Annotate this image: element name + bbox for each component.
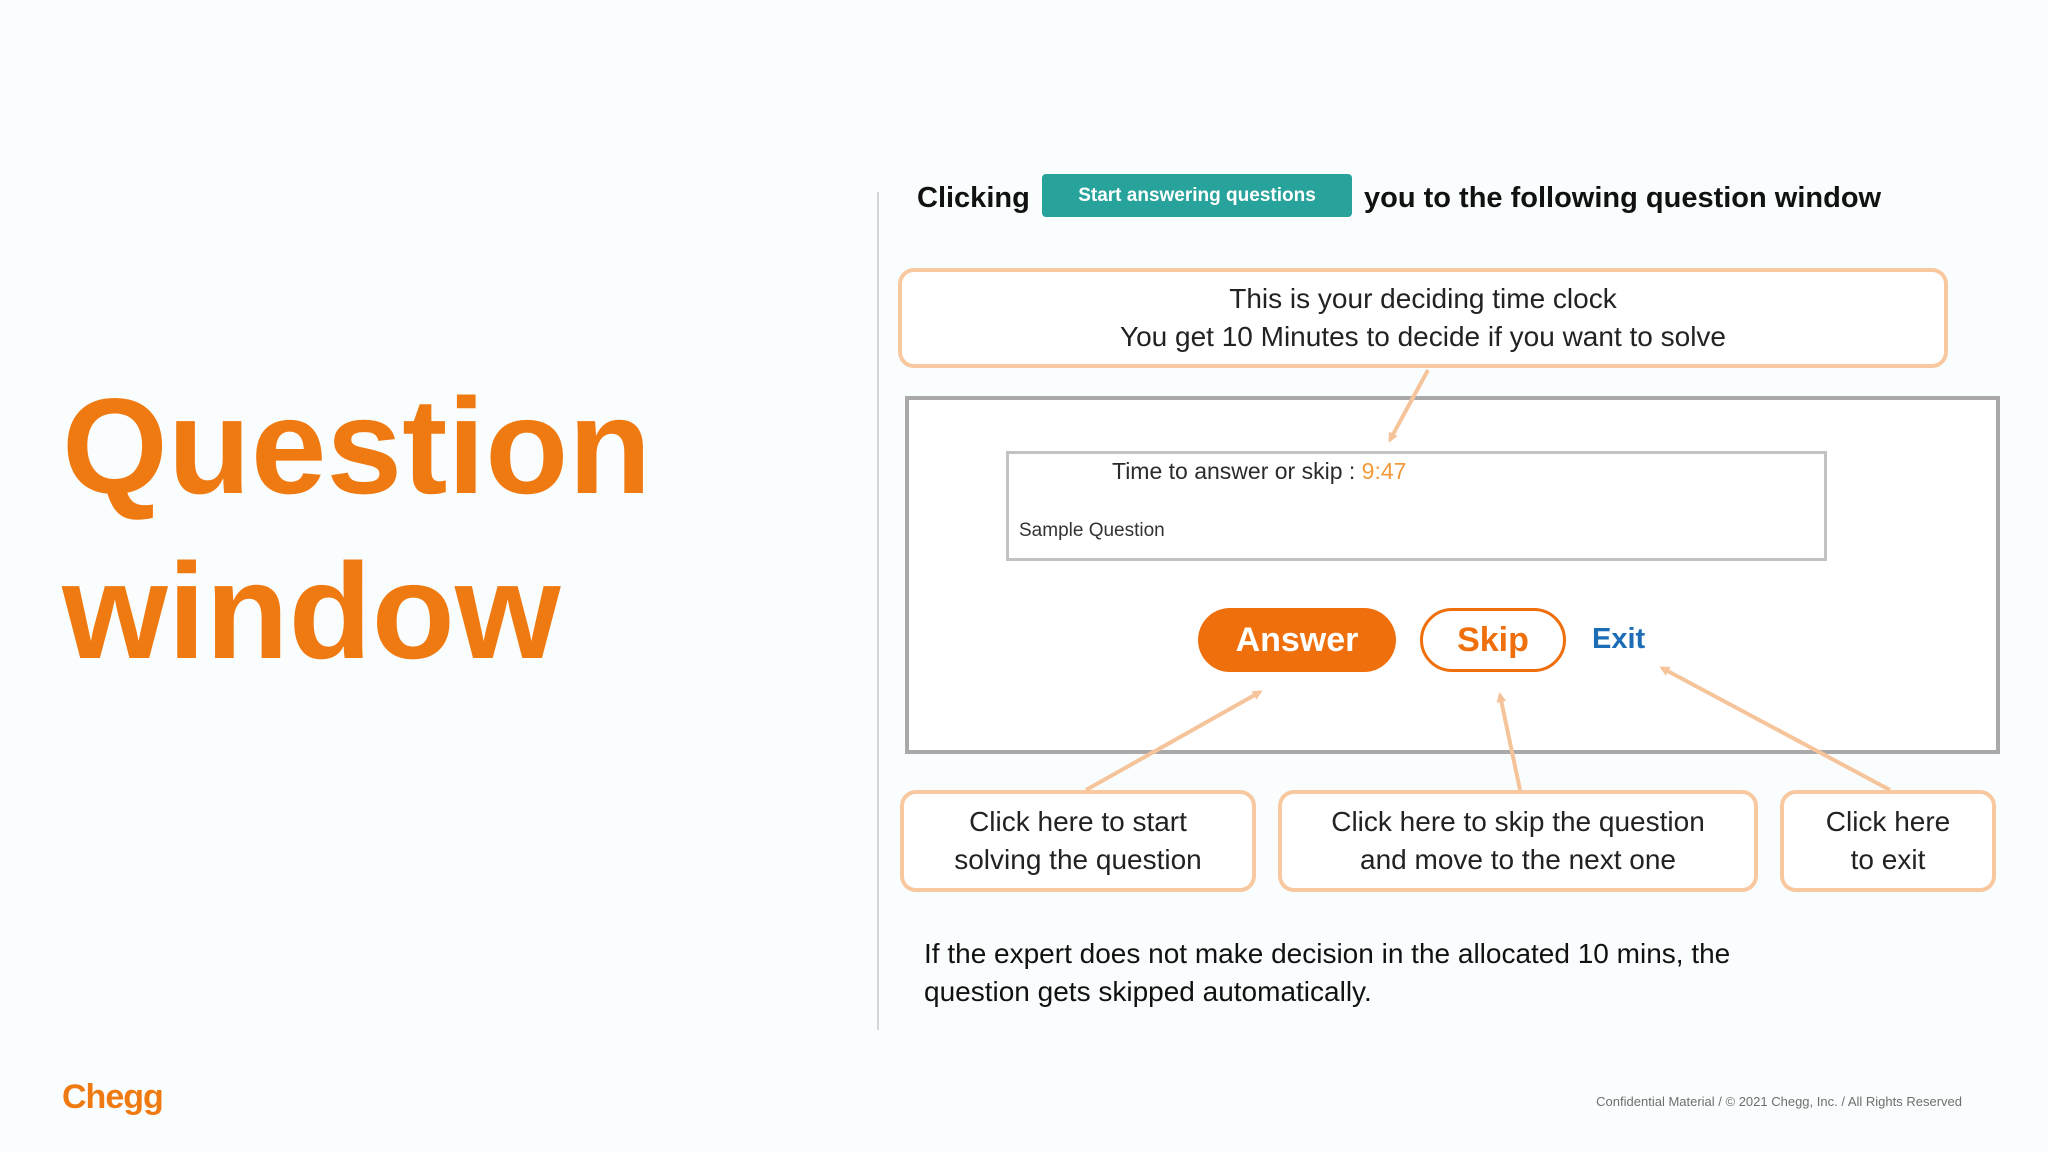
skip-callout-line-2: and move to the next one [1360, 844, 1676, 875]
exit-callout-line-1: Click here [1825, 806, 1951, 837]
auto-skip-note: If the expert does not make decision in the allocated 10 mins, the question gets skipped automatically. [924, 938, 1731, 1007]
exit-callout [1780, 790, 1996, 892]
skip-callout [1278, 790, 1758, 892]
exit-link[interactable]: Exit [1592, 623, 1646, 655]
exit-callout-line-2: to exit [1850, 844, 1926, 875]
timer [1112, 456, 1406, 486]
skip-callout-line-1: Click here to skip the question [1331, 806, 1705, 837]
clock-callout [898, 268, 1948, 368]
chegg-logo: Chegg [62, 1078, 163, 1116]
start-answering-button[interactable]: Start answering questions [1042, 174, 1352, 217]
timer-label: Time to answer or skip : [1112, 458, 1362, 484]
answer-button[interactable]: Answer [1198, 608, 1396, 672]
timer-value: 9:47 [1361, 458, 1407, 484]
slide-title-line-1: Question [62, 370, 652, 522]
intro-prefix: Clicking [917, 182, 1030, 214]
clock-callout-line-1: This is your deciding time clock [1229, 283, 1617, 314]
skip-button[interactable]: Skip [1420, 608, 1566, 672]
answer-callout-line-2: solving the question [954, 844, 1202, 875]
clock-callout-line-2: You get 10 Minutes to decide if you want to solve [1119, 321, 1727, 352]
slide-title-line-2: window [62, 535, 561, 687]
sample-question-text: Sample Question [1019, 520, 1165, 541]
question-window [905, 396, 2000, 754]
vertical-divider [877, 192, 879, 1030]
answer-callout-line-1: Click here to start [969, 806, 1187, 837]
answer-callout [900, 790, 1256, 892]
intro-suffix: you to the following question window [1364, 182, 1882, 214]
footer-text: Confidential Material / © 2021 Chegg, Inc. / All Rights Reserved [1596, 1094, 1962, 1109]
